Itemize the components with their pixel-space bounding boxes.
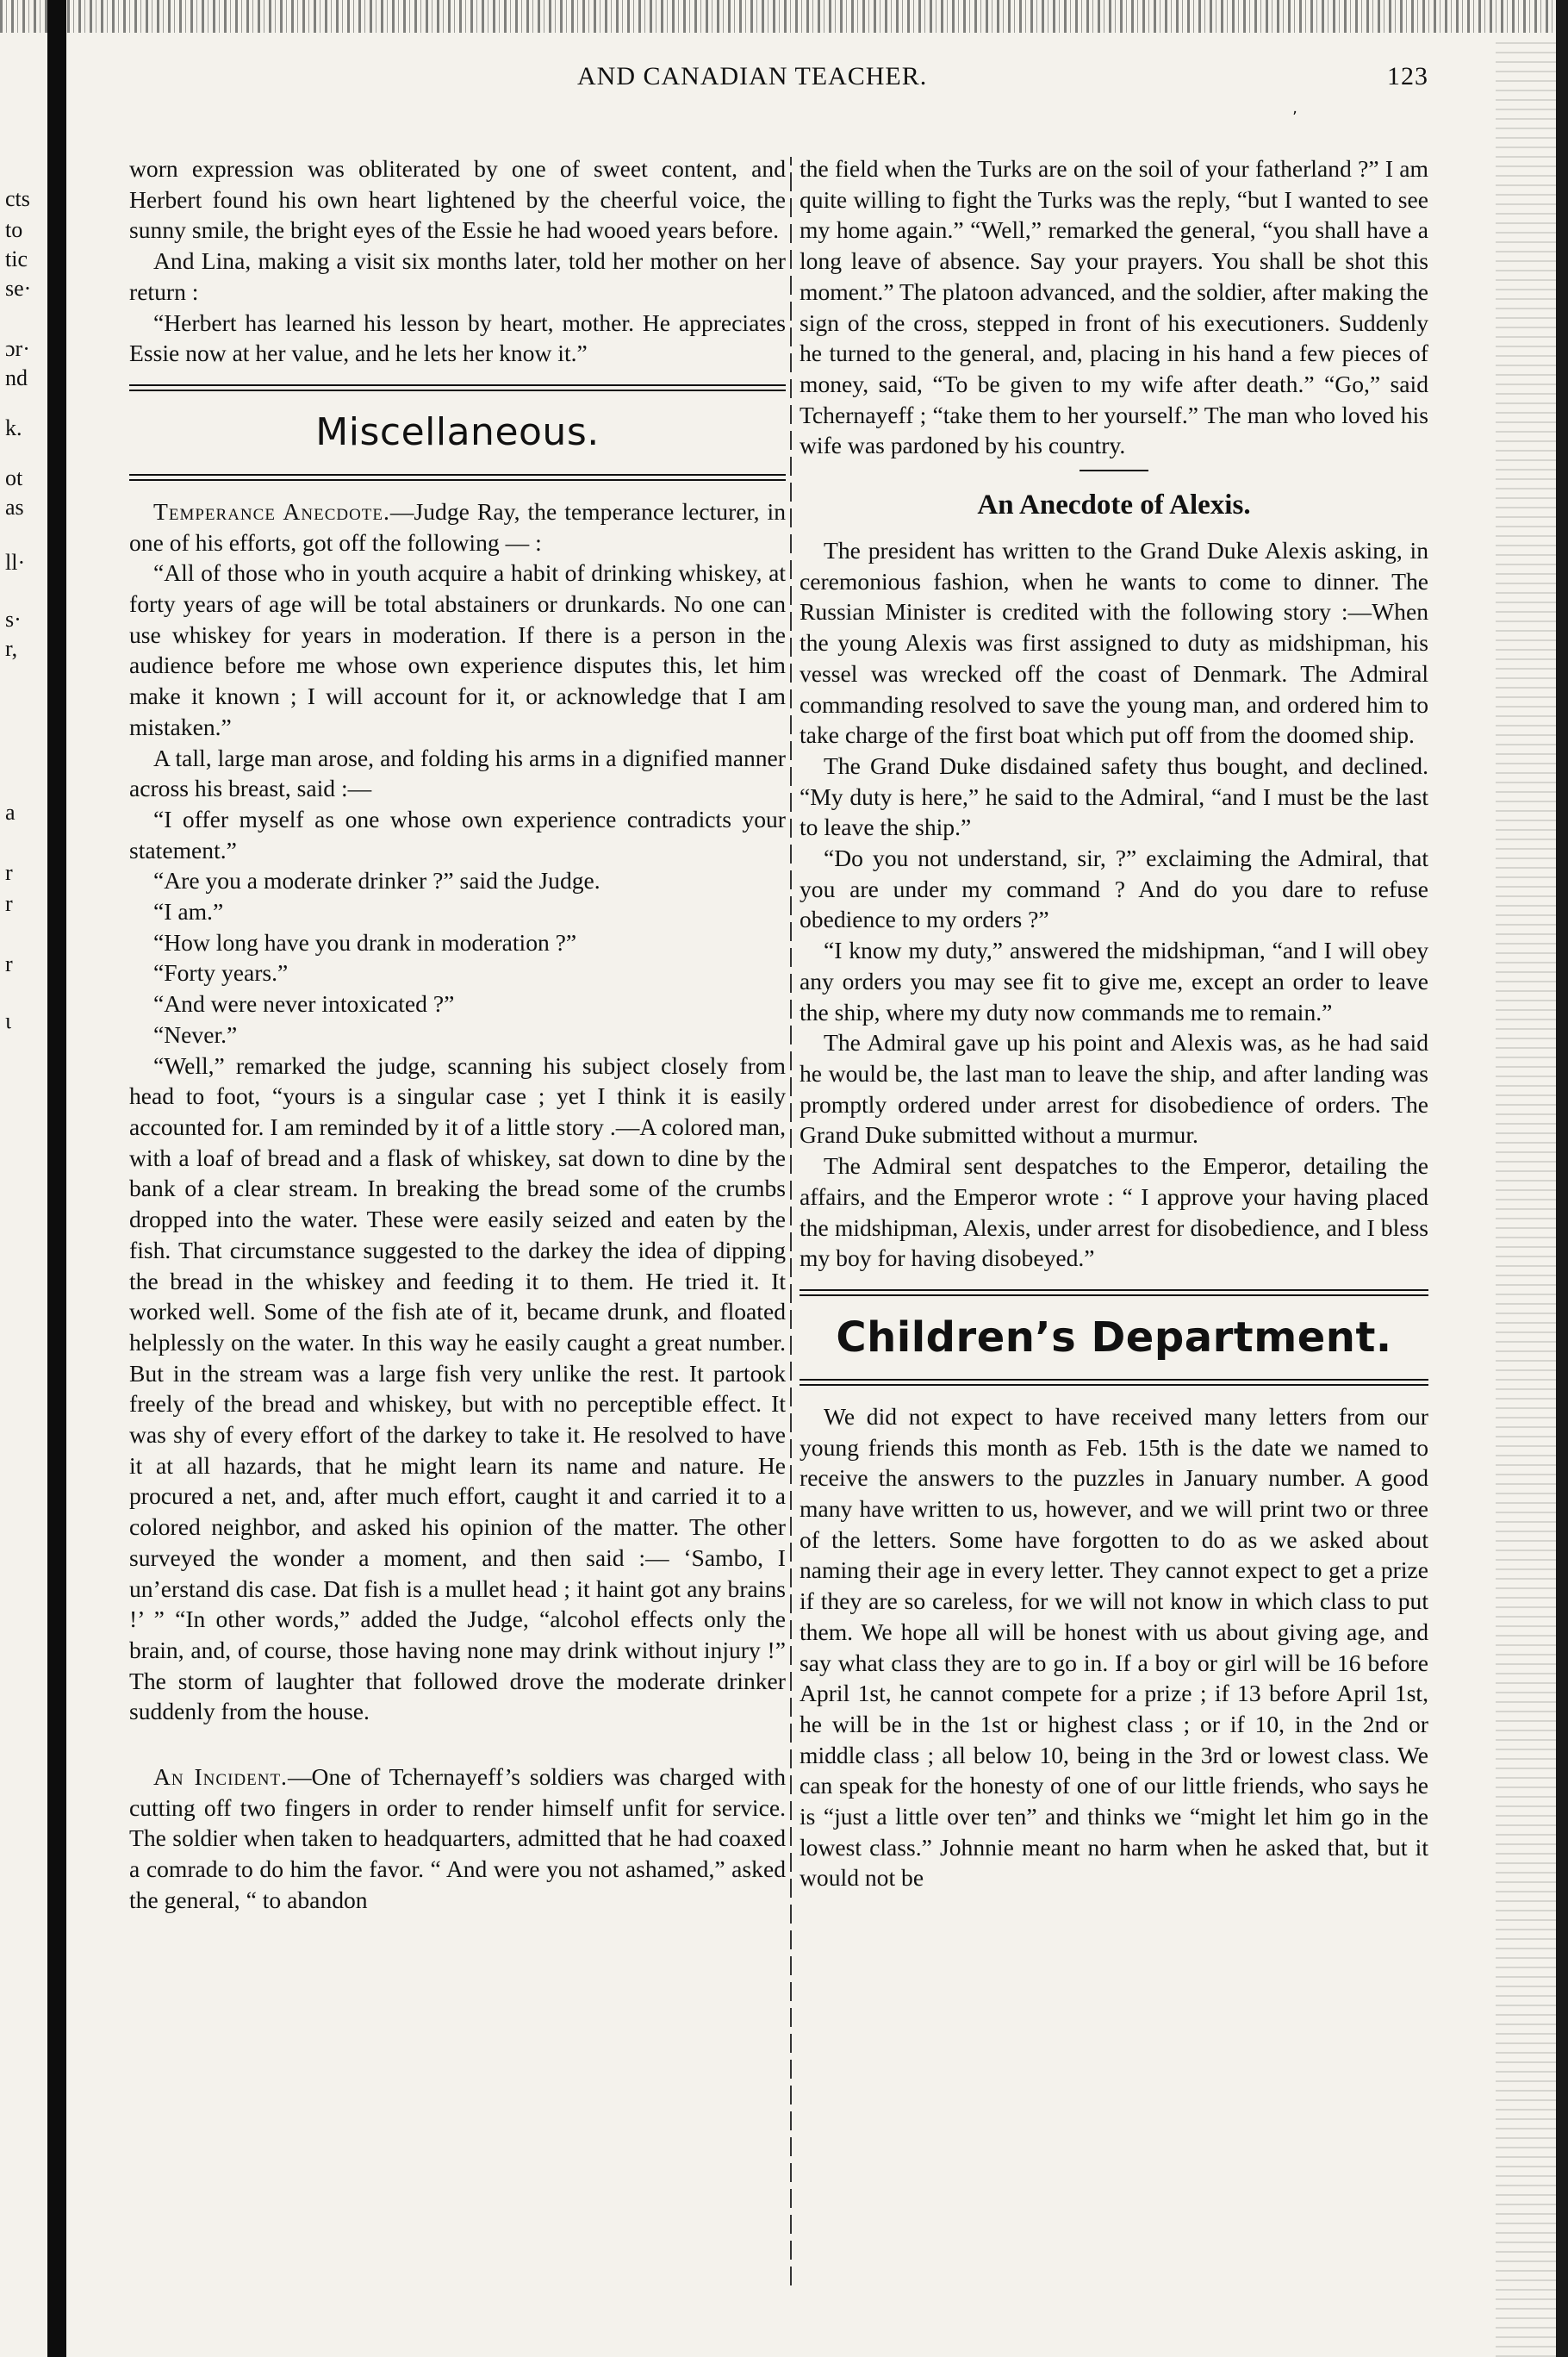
section-rule bbox=[129, 474, 786, 481]
right-scan-noise bbox=[1496, 34, 1556, 2357]
section-title-alexis: An Anecdote of Alexis. bbox=[977, 489, 1251, 521]
spacer bbox=[129, 1727, 786, 1762]
margin-fragment: r bbox=[5, 891, 13, 916]
anecdote-text: —Judge Ray, the temperance lecturer, in one of his efforts, got off the following — : bbox=[129, 497, 786, 556]
margin-fragment: ɔr· bbox=[5, 336, 30, 361]
scan-noise-top bbox=[0, 0, 1568, 33]
alexis-paragraph: “I know my duty,” answered the midshipman, “and I will obey any orders you may see fit to give me, except an order to leave the ship, where my duty now commands me to remain.” bbox=[800, 937, 1428, 1026]
section-title-children: Children’s Department. bbox=[836, 1313, 1392, 1362]
story-paragraph: “Herbert has learned his lesson by heart, mother. He appreciates Essie now at her value, and he lets her know it.” bbox=[129, 309, 786, 367]
margin-fragment: a bbox=[5, 800, 16, 825]
margin-fragment: r, bbox=[5, 636, 18, 661]
running-header bbox=[577, 62, 1428, 91]
right-column bbox=[800, 153, 1428, 1893]
section-rule bbox=[800, 1289, 1428, 1296]
short-rule bbox=[1080, 470, 1148, 471]
anecdote-paragraph: “Well,” remarked the judge, scanning his subject closely from head to foot, “yours is a singular case ; yet I think it is easily accounted for. I am reminded by it of a little story .—A colored man, with a loaf of bread and a flask of whiskey, sat down to dine by the bank of a clear stream. In breaking the bread some of the crumbs dropped into the water. These were easily seized and eaten by the fish. That circumstance suggested to the darkey the idea of dipping the bread in the whiskey and feeding it to them. He tried it. It worked well. Some of the fish ate of it, became drunk, and floated helplessly on the water. In this way he easily caught a great number. But in the stream was a large fish very unlike the rest. It partook freely of the bread and whiskey, but with no perceptible effect. It was shy of every effort of the darkey to take it. He resolved to have it at all hazards, that he might learn its name and nature. He procured a net, and, after much effort, caught it and carried it to a colored neighbor, and asked his opinion of the matter. The other surveyed the wonder a moment, and then said :— ‘Sambo, I un’erstand dis case. Dat fish is a mullet head ; it haint got any brains !’ ” “In other words,” added the Judge, “alcohol effects only the brain, and, of course, those having none may drink without injury !” The storm of laughter that followed drove the moderate drinker suddenly from the house. bbox=[129, 1051, 786, 1725]
ink-mark: ٬ bbox=[1292, 109, 1297, 126]
anecdote-paragraph: “Never.” bbox=[153, 1020, 238, 1048]
left-column bbox=[129, 153, 786, 1916]
alexis-paragraph: The Grand Duke disdained safety thus bought, and declined. “My duty is here,” he said to the Admiral, “and I must be the last to leave the ship.” bbox=[800, 751, 1428, 841]
story-paragraph: And Lina, making a visit six months later, told her mother on her return : bbox=[129, 247, 786, 305]
margin-fragment: r bbox=[5, 951, 13, 976]
incident-lead: An Incident. bbox=[153, 1763, 288, 1791]
margin-fragment: ι bbox=[5, 1008, 11, 1033]
column-divider bbox=[790, 157, 792, 2285]
alexis-paragraph: The president has written to the Grand Duke Alexis asking, in ceremonious fashion, when he wants to come to dinner. The Russian Minister is credited with the following story :—When the young Alexis was first assigned to duty as midshipman, his vessel was wrecked off the coast of Denmark. The Admiral commanding resolved to save the young man, and ordered him to take charge of the first boat which put off from the doomed ship. bbox=[800, 537, 1428, 749]
anecdote-paragraph: “And were never intoxicated ?” bbox=[153, 990, 455, 1018]
margin-fragment: cts bbox=[5, 186, 30, 211]
margin-fragment: to bbox=[5, 217, 23, 242]
incident-continuation: the field when the Turks are on the soil of your fatherland ?” I am quite willing to fight the Turks was the reply, “but I wanted to see my home again.” “Well,” remarked the general, “you shall have a long leave of absence. Say your prayers. You shall be shot this moment.” The platoon advanced, and the soldier, after making the sign of the cross, stepped in front of his executioners. Suddenly he turned to the general, and, placing in his hand a few pieces of money, said, “To be given to my wife after death.” “Go,” said Tchernayeff ; “take them to her yourself.” The man who loved his wife was pardoned by his country. bbox=[800, 155, 1428, 459]
anecdote-paragraph: “All of those who in youth acquire a habit of drinking whiskey, at forty years of age will be total abstainers or drunkards. No one can use whiskey for years in moderation. If there is a person in the audience before me whose own experience disputes this, let him make it known ; I will account for it, or acknowledge that I am mistaken.” bbox=[129, 559, 786, 740]
alexis-paragraph: “Do you not understand, sir, ?” exclaiming the Admiral, that you are under my command ? And do you dare to refuse obedience to my orders ?” bbox=[800, 845, 1428, 933]
children-paragraph: We did not expect to have received many letters from our young friends this month as Feb. 15th is the date we named to receive the answers to the puzzles in January number. A good many have written to us, however, and we will print two or three of the letters. Some have forgotten to do as we asked about naming their age in every letter. They cannot expect to get a prize if they are so careless, for we will not know in which class to put them. We hope all will be honest with us about giving age, and say what class they are to go in. If a boy or girl will be 16 before April 1st, he cannot compete for a prize ; if 13 before April 1st, he will be in the 1st or highest class ; or if 10, in the 2nd or middle class ; all below 10, being in the 3rd or lowest class. We can speak for the honesty of one of our little friends, who says he is “just a little over ten” and thinks we “might let him go in the lowest class.” Johnnie meant no harm when he asked that, but it would not be bbox=[800, 1402, 1428, 1892]
anecdote-paragraph: “Are you a moderate drinker ?” said the Judge. bbox=[153, 867, 600, 895]
section-rule bbox=[129, 384, 786, 391]
right-edge bbox=[1556, 0, 1568, 2357]
margin-fragment: tic bbox=[5, 246, 28, 271]
anecdote-paragraph: A tall, large man arose, and folding his arms in a dignified manner across his breast, said :— bbox=[129, 744, 786, 802]
margin-fragment: as bbox=[5, 495, 24, 520]
journal-title: AND CANADIAN TEACHER. bbox=[577, 62, 928, 90]
margin-fragment: k. bbox=[5, 415, 22, 440]
anecdote-paragraph: “How long have you drank in moderation ?” bbox=[153, 928, 577, 956]
margin-fragment: se· bbox=[5, 276, 32, 301]
anecdote-paragraph: “I offer myself as one whose own experience contradicts your statement.” bbox=[129, 805, 786, 864]
anecdote-paragraph: “Forty years.” bbox=[153, 959, 289, 987]
margin-fragment: ll· bbox=[5, 550, 26, 575]
incident-paragraph bbox=[129, 1762, 786, 1916]
anecdote-lead: Temperance Anecdote. bbox=[153, 497, 390, 525]
margin-fragment: nd bbox=[5, 365, 28, 390]
section-rule bbox=[800, 1379, 1428, 1386]
binding-edge bbox=[47, 0, 66, 2357]
margin-fragment: ot bbox=[5, 465, 23, 490]
alexis-paragraph: The Admiral gave up his point and Alexis was, as he had said he would be, the last man to leave the ship, and after landing was promptly ordered under arrest for disobedience of orders. The Grand Duke submitted without a murmur. bbox=[800, 1029, 1428, 1149]
margin-fragment: r bbox=[5, 860, 13, 885]
incident-text: —One of Tchernayeff’s soldiers was charged with cutting off two fingers in order to render himself unfit for service. The soldier when taken to headquarters, admitted that he had coaxed a comrade to do him the favor. “ And were you not ashamed,” asked the general, “ to abandon bbox=[129, 1763, 786, 1913]
page-number: 123 bbox=[1387, 62, 1428, 90]
story-paragraph: worn expression was obliterated by one of sweet content, and Herbert found his own heart lightened by the cheerful voice, the sunny smile, the bright eyes of the Essie he had wooed years before. bbox=[129, 155, 786, 244]
alexis-paragraph: The Admiral sent despatches to the Emperor, detailing the affairs, and the Emperor wrote : “ I approve your having placed the midshipman, Alexis, under arrest for disobedience, and I bless my boy for having disobeyed.” bbox=[800, 1152, 1428, 1272]
anecdote-paragraph bbox=[129, 496, 786, 558]
margin-fragment: s· bbox=[5, 607, 22, 632]
section-title-miscellaneous: Miscellaneous. bbox=[315, 409, 600, 454]
anecdote-paragraph: “I am.” bbox=[153, 898, 224, 926]
